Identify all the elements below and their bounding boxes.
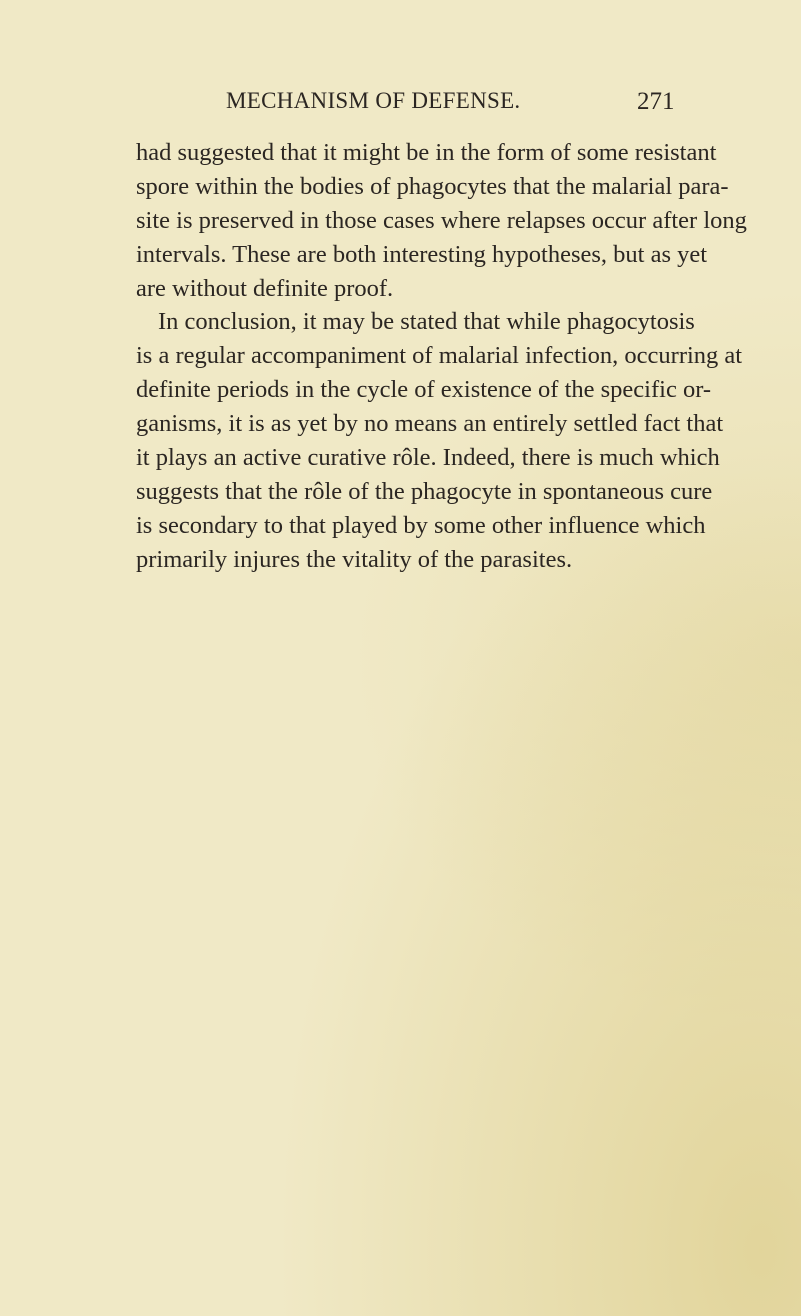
text-line: it plays an active curative rôle. Indeed, there is much which (136, 444, 720, 472)
text-line: site is preserved in those cases where relapses occur after long (136, 206, 747, 234)
text-line: is secondary to that played by some other influence which (136, 511, 706, 539)
page-number: 271 (637, 88, 675, 115)
paragraph-conclusion (136, 305, 743, 576)
text-line: suggests that the rôle of the phagocyte in spontaneous cure (136, 477, 713, 505)
text-line: are without definite proof. (136, 274, 394, 302)
text-line: primarily injures the vitality of the parasites. (136, 545, 573, 573)
text-line: spore within the bodies of phagocytes that the malarial para- (136, 172, 729, 200)
text-line: ganisms, it is as yet by no means an entirely settled fact that (136, 410, 724, 438)
text-line: intervals. These are both interesting hypotheses, but as yet (136, 240, 708, 268)
body-text (136, 136, 747, 577)
text-line: In conclusion, it may be stated that while phagocytosis (158, 308, 695, 336)
paragraph-continuation (136, 136, 747, 305)
text-line: is a regular accompaniment of malarial infection, occurring at (136, 342, 743, 370)
running-title: MECHANISM OF DEFENSE. (226, 88, 521, 113)
running-head (0, 88, 801, 118)
text-line: definite periods in the cycle of existence of the specific or- (136, 376, 712, 404)
text-line: had suggested that it might be in the form of some resistant (136, 139, 717, 166)
